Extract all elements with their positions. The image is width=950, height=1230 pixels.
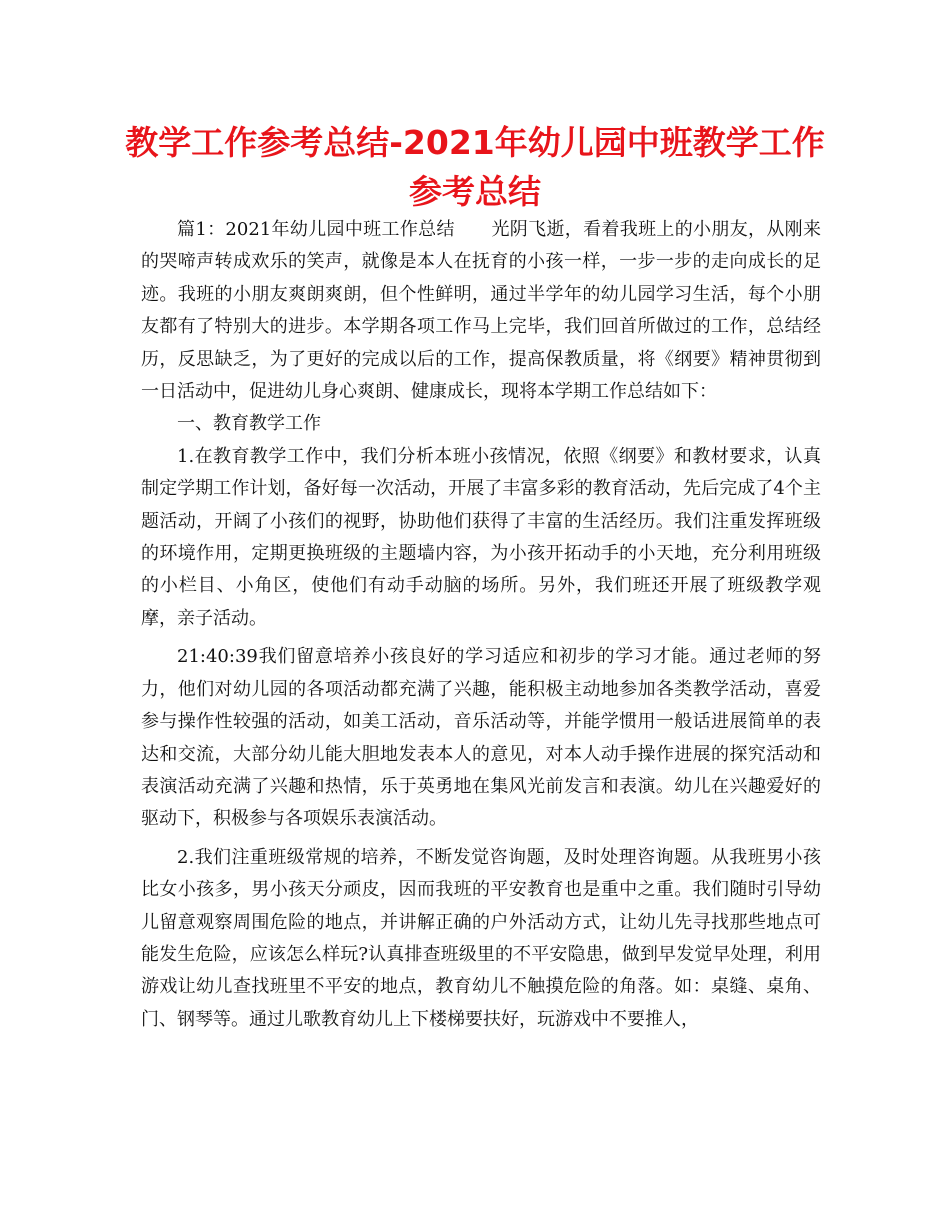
- document-body: [141, 214, 821, 1036]
- document-title-line-1: 教学工作参考总结-2021年幼儿园中班教学工作: [125, 123, 825, 162]
- paragraph-item-2: 2.我们注重班级常规的培养，不断发觉咨询题，及时处理咨询题。从我班男小孩比女小孩多，男小孩天分顽皮，因而我班的平安教育也是重中之重。我们随时引导幼儿留意观察周围危险的地点，并讲解正确的户外活动方式，让幼儿先寻找那些地点可能发生危险，应该怎么样玩?认真排查班级里的不平安隐患，做到早发觉早处理，利用游戏让幼儿查找班里不平安的地点，教育幼儿不触摸危险的角落。如：桌缝、桌角、门、钢琴等。通过儿歌教育幼儿上下楼梯要扶好，玩游戏中不要推人，: [141, 846, 821, 1030]
- section-heading-teaching: 一、教育教学工作: [177, 413, 321, 435]
- paragraph-item-1: 1.在教育教学工作中，我们分析本班小孩情况，依照《纲要》和教材要求，认真制定学期工作计划，备好每一次活动，开展了丰富多彩的教育活动，先后完成了4个主题活动，开阔了小孩们的视野，协助他们获得了丰富的生活经历。我们注重发挥班级的环境作用，定期更换班级的主题墙内容，为小孩开拓动手的小天地，充分利用班级的小栏目、小角区，使他们有动手动脑的场所。另外，我们班还开展了班级教学观摩，亲子活动。: [141, 445, 821, 629]
- document-title-line-2: 参考总结: [409, 172, 541, 211]
- paragraph-learning-habits: 21:40:39我们留意培养小孩良好的学习适应和初步的学习才能。通过老师的努力，他们对幼儿园的各项活动都充满了兴趣，能积极主动地参加各类教学活动，喜爱参与操作性较强的活动，如美工活动，音乐活动等，并能学惯用一般话进展简单的表达和交流，大部分幼儿能大胆地发表本人的意见，对本人动手操作进展的探究活动和表演活动充满了兴趣和热情，乐于英勇地在集风光前发言和表演。幼儿在兴趣爱好的驱动下，积极参与各项娱乐表演活动。: [141, 646, 821, 830]
- paragraph-intro: 篇1：2021年幼儿园中班工作总结 光阴飞逝，看着我班上的小朋友，从刚来的哭啼声转成欢乐的笑声，就像是本人在抚育的小孩一样，一步一步的走向成长的足迹。我班的小朋友爽朗爽朗，但个性鲜明，通过半学年的幼儿园学习生活，每个小朋友都有了特别大的进步。本学期各项工作马上完毕，我们回首所做过的工作，总结经历，反思缺乏，为了更好的完成以后的工作，提高保教质量，将《纲要》精神贯彻到一日活动中，促进幼儿身心爽朗、健康成长，现将本学期工作总结如下：: [141, 219, 821, 403]
